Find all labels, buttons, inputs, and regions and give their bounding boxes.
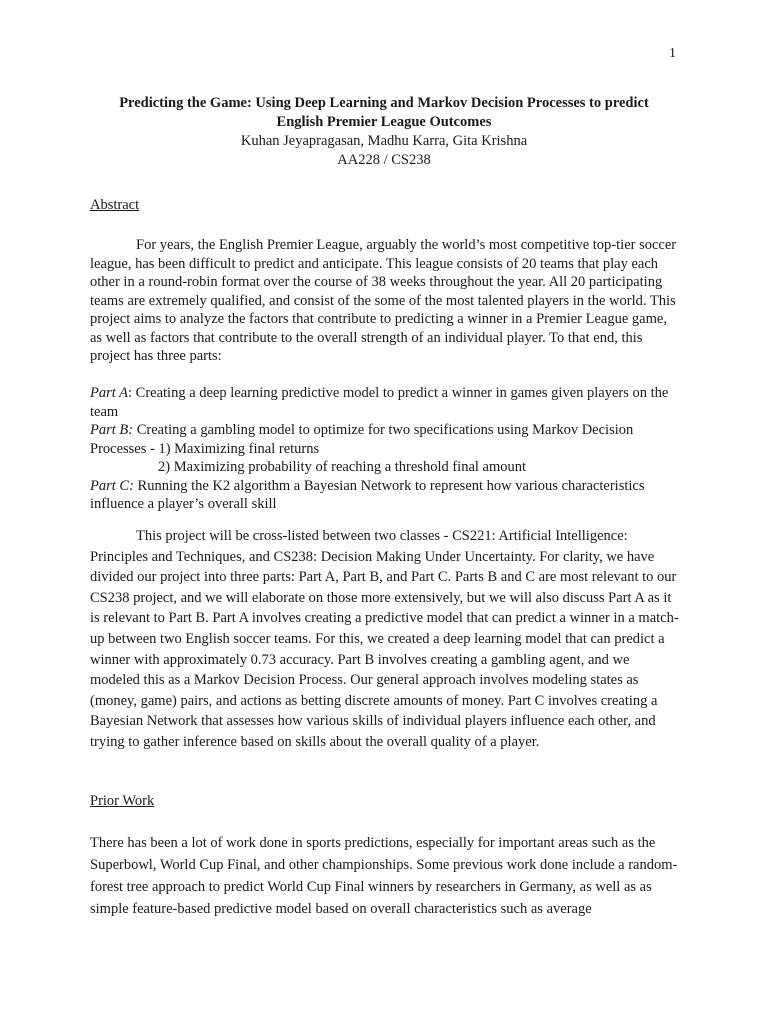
course-code: AA228 / CS238	[337, 152, 431, 168]
author-list: Kuhan Jeyapragasan, Madhu Karra, Gita Krishna	[240, 133, 528, 149]
abstract-paragraph: For years, the English Premier League, arguably the world’s most competitive top-tier soccer league, has been difficult to predict and anticipate. This league consists of 20 teams that play each other in a round-robin format over the course of 38 weeks throughout the year. All 20 participating teams are extremely qualified, and consist of the some of the most talented players in the world. This project aims to analyze the factors that contribute to predicting a winner in a Premier League game, as well as factors that contribute to the overall strength of an individual player. To that end, this project has three parts:	[90, 237, 677, 364]
part-b-label: Part B:	[90, 422, 134, 438]
part-c-text: Running the K2 algorithm a Bayesian Network to represent how various characteristics influence a player’s overall skill	[90, 477, 645, 512]
prior-work-heading: Prior Work	[90, 793, 155, 809]
title-block	[88, 94, 680, 170]
paper-title-line-1: Predicting the Game: Using Deep Learning and Markov Decision Processes to predict	[119, 95, 649, 111]
abstract-heading: Abstract	[90, 197, 140, 213]
prior-work-paragraph: There has been a lot of work done in sports predictions, especially for important areas such as the Superbowl, World Cup Final, and other championships. Some previous work done include a random-forest tree approach to predict World Cup Final winners by researchers in Germany, as well as as simple feature-based predictive model based on overall characteristics such as average	[90, 835, 678, 917]
parts-list	[90, 384, 682, 514]
part-a-item	[90, 384, 682, 421]
part-b-text: Creating a gambling model to optimize for two specifications using Markov Decision Processes - 1) Maximizing final returns	[90, 422, 634, 457]
part-b-item	[90, 421, 682, 458]
part-a-label: Part A	[90, 385, 128, 401]
paper-title-line-2: English Premier League Outcomes	[276, 114, 492, 130]
part-c-label: Part C:	[90, 477, 134, 494]
project-overview-paragraph: This project will be cross-listed between two classes - CS221: Artificial Intelligence: Principles and Techniques, and CS238: Decision Making Under Uncertainty. For clarity, we have divided our project into three parts: Part A, Part B, and Part C. Parts B and C are most relevant to our CS238 project, and we will elaborate on those more extensively, but we will also discuss Part A as it is relevant to Part B. Part A involves creating a predictive model that can predict a winner in a match-up between two English soccer teams. For this, we created a deep learning model that can predict a winner with approximately 0.73 accuracy. Part B involves creating a gambling agent, and we modeled this as a Markov Decision Process. Our general approach involves modeling states as (money, game) pairs, and actions as betting discrete amounts of money. Part C involves creating a Bayesian Network that assesses how various skills of individual players influence each other, and trying to gather inference based on skills about the overall quality of a player.	[90, 528, 679, 750]
part-c-item	[90, 477, 682, 514]
part-b-subitem: 2) Maximizing probability of reaching a threshold final amount	[158, 459, 527, 475]
page-number: 1	[669, 46, 676, 61]
part-a-text: : Creating a deep learning predictive model to predict a winner in games given players on the team	[90, 385, 669, 420]
